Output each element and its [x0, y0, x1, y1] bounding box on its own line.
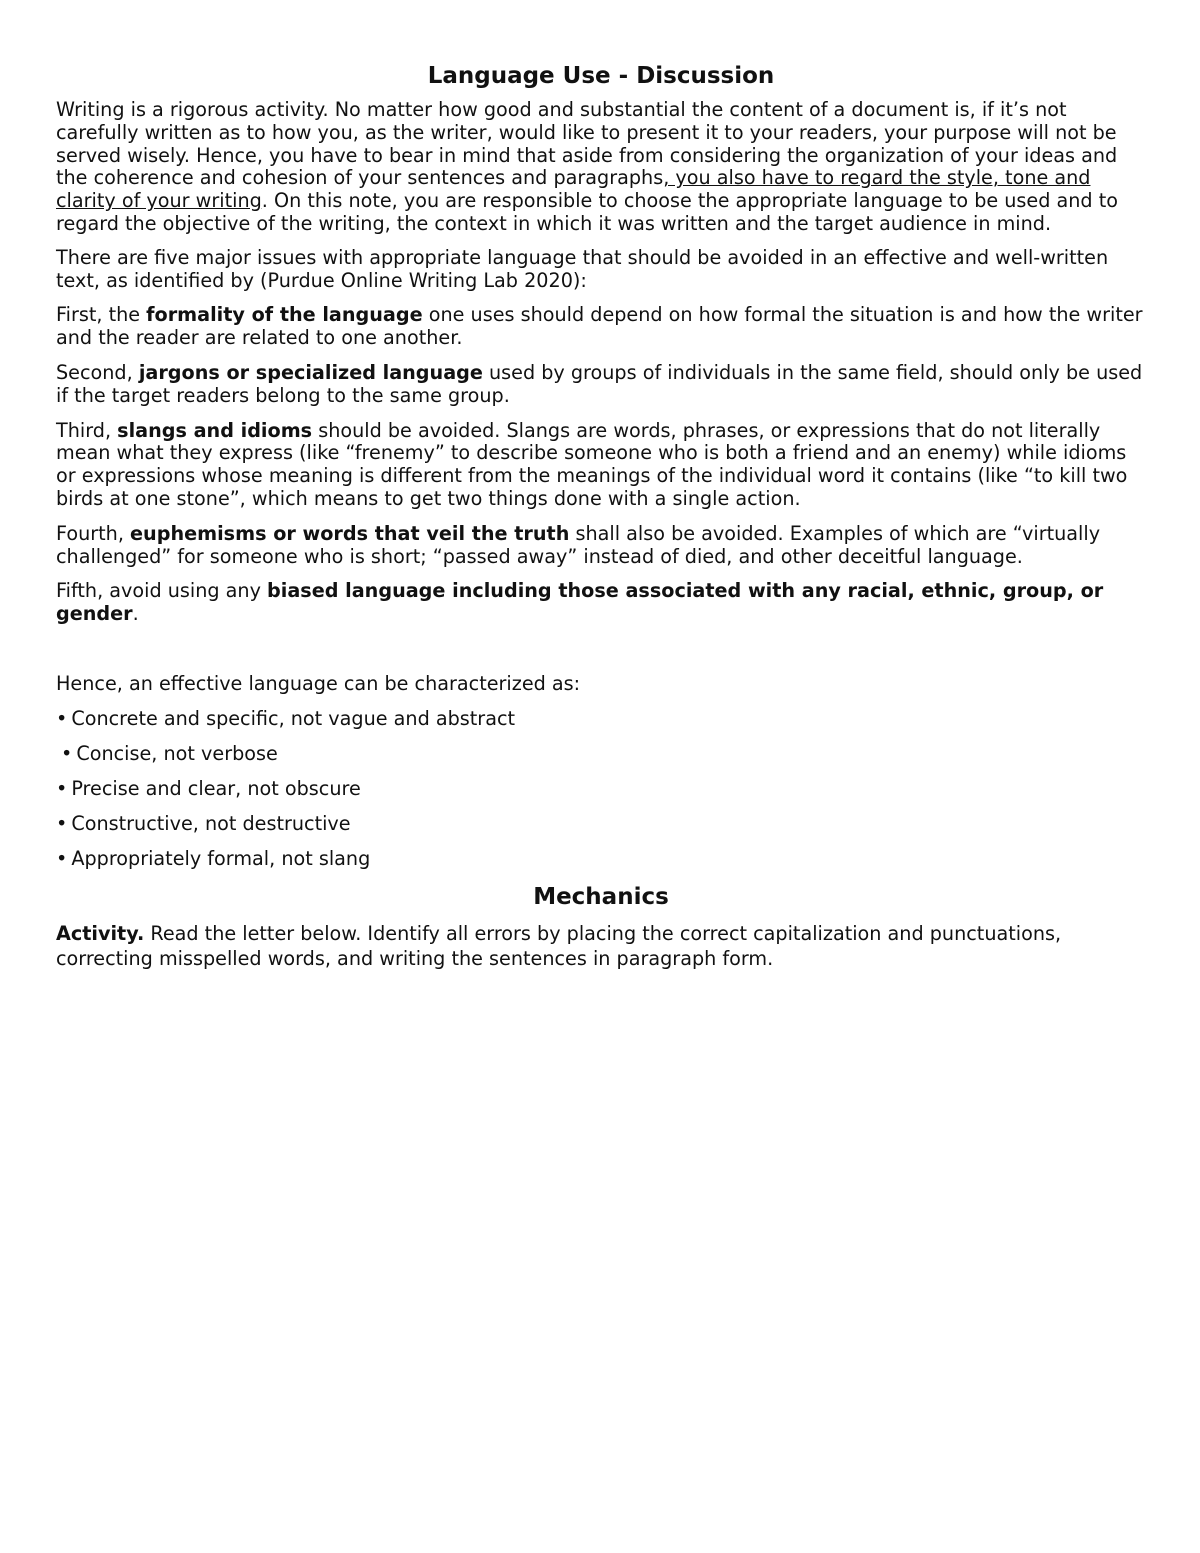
characteristics-list: [56, 708, 1146, 871]
bullet-icon: •: [56, 706, 68, 730]
list-item-text: Concise, not verbose: [76, 741, 278, 765]
list-item-text: Precise and clear, not obscure: [71, 776, 361, 800]
issue-fourth-rest: shall also be avoided. Examples of which are “virtually challenged” for someone who is short; “passed away” instead of died, and other deceitful language.: [56, 521, 1101, 568]
issue-fifth-lead: Fifth, avoid using any: [56, 579, 268, 603]
bullet-icon: •: [61, 741, 73, 765]
list-item: [56, 708, 1146, 731]
list-item: [56, 848, 1146, 871]
intro-text-2: . On this note, you are responsible to choose the appropriate language to be used and to regard the objective of the writing, the context in which it was written and the target audience in mind.: [56, 189, 1118, 235]
issue-fifth-rest: .: [132, 602, 139, 626]
issue-second-paragraph: [56, 362, 1146, 408]
issue-second-lead: Second,: [56, 360, 139, 384]
issue-first-rest: one uses should depend on how formal the situation is and how the writer and the reader are related to one another.: [56, 303, 1143, 350]
issue-fifth-bold: biased language including those associated with any racial, ethnic, group, or gender: [56, 579, 1104, 626]
issue-fourth-paragraph: [56, 523, 1146, 569]
issue-second-bold: jargons or specialized language: [138, 360, 483, 384]
issue-third-lead: Third,: [56, 418, 118, 442]
issue-fifth-paragraph: [56, 580, 1146, 626]
issue-second-rest: used by groups of individuals in the same field, should only be used if the target readers belong to the same group.: [56, 360, 1143, 407]
activity-paragraph: [56, 921, 1146, 971]
activity-text: Read the letter below. Identify all errors by placing the correct capitalization and punctuations, correcting misspelled words, and writing the sentences in paragraph form.: [56, 921, 1062, 970]
blank-line: [56, 638, 1146, 673]
intro-text-1: Writing is a rigorous activity. No matter how good and substantial the content of a document is, if it’s not carefully written as to how you, as the writer, would like to present it to your readers, your purpose will not be served wisely. Hence, you have to bear in mind that aside from considering the organization of your ideas and the coherence and cohesion of your sentences and paragraphs: [56, 98, 1118, 190]
list-item-text: Concrete and specific, not vague and abstract: [71, 706, 516, 730]
list-item-text: Appropriately formal, not slang: [71, 846, 371, 870]
document-page: [56, 62, 1146, 983]
issue-third-bold: slangs and idioms: [117, 418, 313, 442]
list-item: [56, 813, 1146, 836]
issues-intro-paragraph: There are five major issues with appropriate language that should be avoided in an effective and well-written text, as identified by (Purdue Online Writing Lab 2020):: [56, 245, 1109, 292]
bullet-icon: •: [56, 811, 68, 835]
characterized-intro: Hence, an effective language can be characterized as:: [56, 671, 581, 695]
bullet-icon: •: [56, 846, 68, 870]
issue-first-paragraph: [56, 304, 1146, 350]
mechanics-heading: Mechanics: [533, 883, 669, 910]
intro-underlined-text: , you also have to regard the style, tone and clarity of your writing: [56, 166, 1091, 213]
page-title: Language Use - Discussion: [427, 63, 775, 89]
bullet-icon: •: [56, 776, 68, 800]
intro-paragraph: [56, 99, 1146, 236]
issue-first-lead: First, the: [56, 303, 147, 327]
issue-first-bold: formality of the language: [146, 303, 423, 327]
list-item-text: Constructive, not destructive: [71, 811, 351, 835]
activity-label: Activity.: [56, 921, 145, 945]
issue-third-rest: should be avoided. Slangs are words, phrases, or expressions that do not literally mean what they express (like “frenemy” to describe someone who is both a friend and an enemy) while idioms or expressions whose meaning is different from the meanings of the individual word it contains (like “to kill two birds at one stone”, which means to get two things done with a single action.: [56, 418, 1128, 510]
issue-fourth-lead: Fourth,: [56, 521, 131, 545]
list-item: [56, 743, 1146, 766]
issue-third-paragraph: [56, 420, 1146, 511]
list-item: [56, 778, 1146, 801]
issue-fourth-bold: euphemisms or words that veil the truth: [130, 521, 570, 545]
